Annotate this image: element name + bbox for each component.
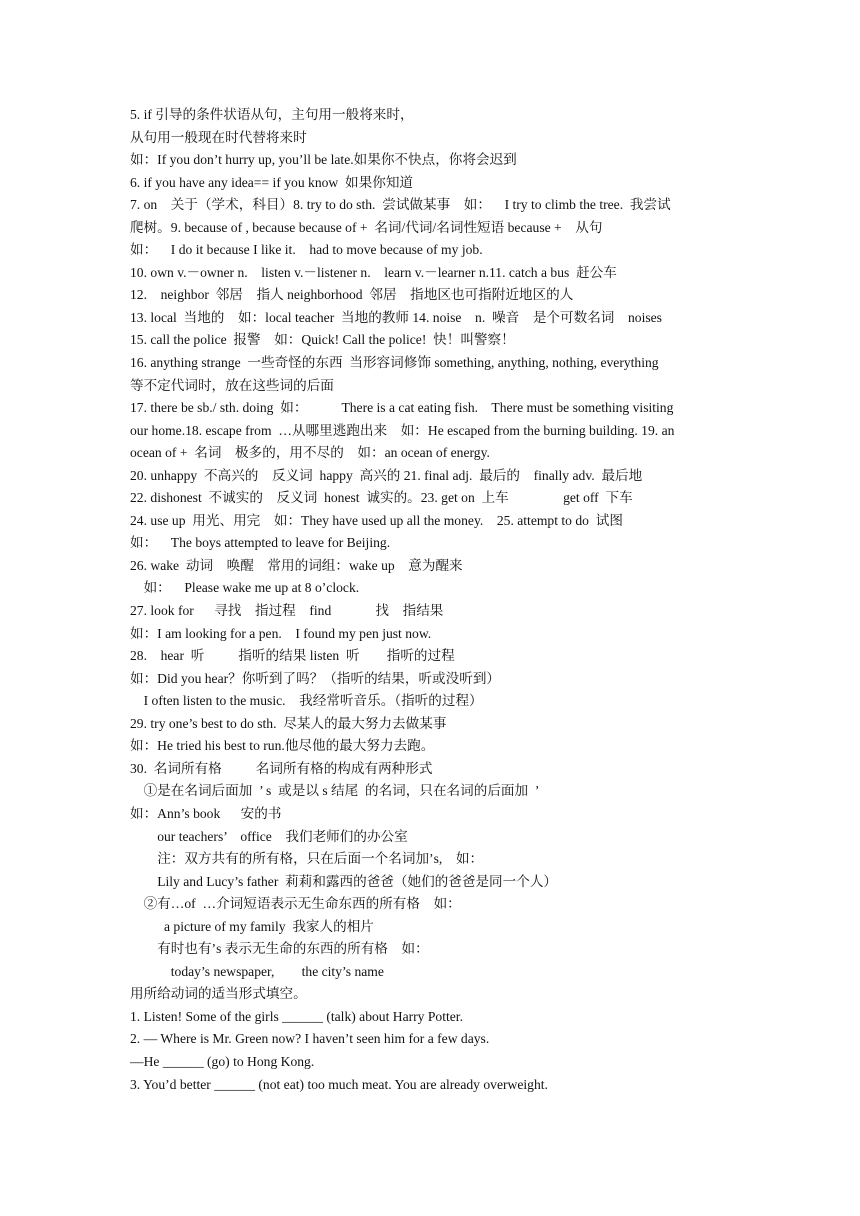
text-line: 如：If you don’t hurry up, you’ll be late.如果你不快点，你将会迟到 [130,152,517,168]
document-page [130,104,736,1096]
text-line: ②有…of …介词短语表示无生命东西的所有格 如： [130,896,461,912]
text-line: a picture of my family 我家人的相片 [130,918,374,934]
exercise-instruction: 用所给动词的适当形式填空。 [130,986,307,1002]
text-line: Lily and Lucy’s father 莉莉和露西的爸爸（她们的爸爸是同一个人） [130,873,558,889]
text-line: today’s newspaper, the city’s name [130,963,384,979]
text-line: 如： I do it because I like it. had to move because of my job. [130,242,483,258]
text-line: 26. wake 动词 唤醒 常用的词组：wake up 意为醒来 [130,557,463,573]
text-line: 6. if you have any idea== if you know 如果你知道 [130,174,414,190]
exercise-item: 2. — Where is Mr. Green now? I haven’t seen him for a few days. [130,1031,490,1047]
text-line: our teachers’ office 我们老师们的办公室 [130,828,408,844]
text-line: 10. own v.－owner n. listen v.－listener n. learn v.－learner n.11. catch a bus 赶公车 [130,264,617,280]
exercise-item: —He ______ (go) to Hong Kong. [130,1053,315,1069]
text-line: 5. if 引导的条件状语从句，主句用一般将来时， [130,107,414,122]
text-line: 如：He tried his best to run.他尽他的最大努力去跑。 [130,738,435,754]
text-line: ocean of + 名词 极多的，用不尽的 如：an ocean of energy. [130,445,490,461]
text-line: 27. look for 寻找 指过程 find 找 指结果 [130,603,444,619]
text-line: 12. neighbor 邻居 指人 neighborhood 邻居 指地区也可指附近地区的人 [130,287,574,303]
text-line: 如：Did you hear？你听到了吗？（指听的结果，听或没听到） [130,670,501,686]
text-line: 有时也有’s 表示无生命的东西的所有格 如： [130,941,429,957]
text-line: 17. there be sb./ sth. doing 如： There is a cat eating fish. There must be something visiting [130,400,674,416]
text-line: 注：双方共有的所有格，只在后面一个名词加’s, 如： [130,851,484,867]
text-line: 爬树。9. because of , because because of + 名词/代词/名词性短语 because + 从句 [130,219,603,235]
text-line: 15. call the police 报警 如：Quick! Call the police! 快！叫警察！ [130,332,515,348]
text-line: 7. on 关于（学术，科目）8. try to do sth. 尝试做某事 如： I try to climb the tree. 我尝试 [130,197,671,213]
text-line: 24. use up 用光、用完 如：They have used up all the money. 25. attempt to do 试图 [130,512,623,528]
text-line: 16. anything strange 一些奇怪的东西 当形容词修饰 something, anything, nothing, everything [130,355,659,371]
text-line: 28. hear 听 指听的结果 listen 听 指听的过程 [130,648,455,664]
text-line: 30. 名词所有格 名词所有格的构成有两种形式 [130,760,433,776]
text-line: 22. dishonest 不诚实的 反义词 honest 诚实的。23. get on 上车 get off 下车 [130,490,633,506]
text-line: 如：I am looking for a pen. I found my pen just now. [130,625,432,641]
text-line: 等不定代词时，放在这些词的后面 [130,377,334,393]
text-line: our home.18. escape from …从哪里逃跑出来 如：He escaped from the burning building. 19. an [130,422,675,438]
exercise-item: 3. You’d better ______ (not eat) too much meat. You are already overweight. [130,1076,548,1092]
text-line: 13. local 当地的 如：local teacher 当地的教师 14. noise n. 噪音 是个可数名词 noises [130,309,662,325]
text-line: 如： Please wake me up at 8 o’clock. [130,580,360,596]
text-line: 如：Ann’s book 安的书 [130,805,282,821]
text-line: ①是在名词后面加 ’ s 或是以 s 结尾 的名词，只在名词的后面加 ’ [130,783,540,799]
text-line: 20. unhappy 不高兴的 反义词 happy 高兴的 21. final adj. 最后的 finally adv. 最后地 [130,467,643,483]
text-line: 29. try one’s best to do sth. 尽某人的最大努力去做某事 [130,715,447,731]
text-line: 如： The boys attempted to leave for Beijing. [130,535,391,551]
text-line: I often listen to the music. 我经常听音乐。（指听的过程） [130,693,483,709]
text-line: 从句用一般现在时代替将来时 [130,129,307,145]
exercise-item: 1. Listen! Some of the girls ______ (talk) about Harry Potter. [130,1008,463,1024]
